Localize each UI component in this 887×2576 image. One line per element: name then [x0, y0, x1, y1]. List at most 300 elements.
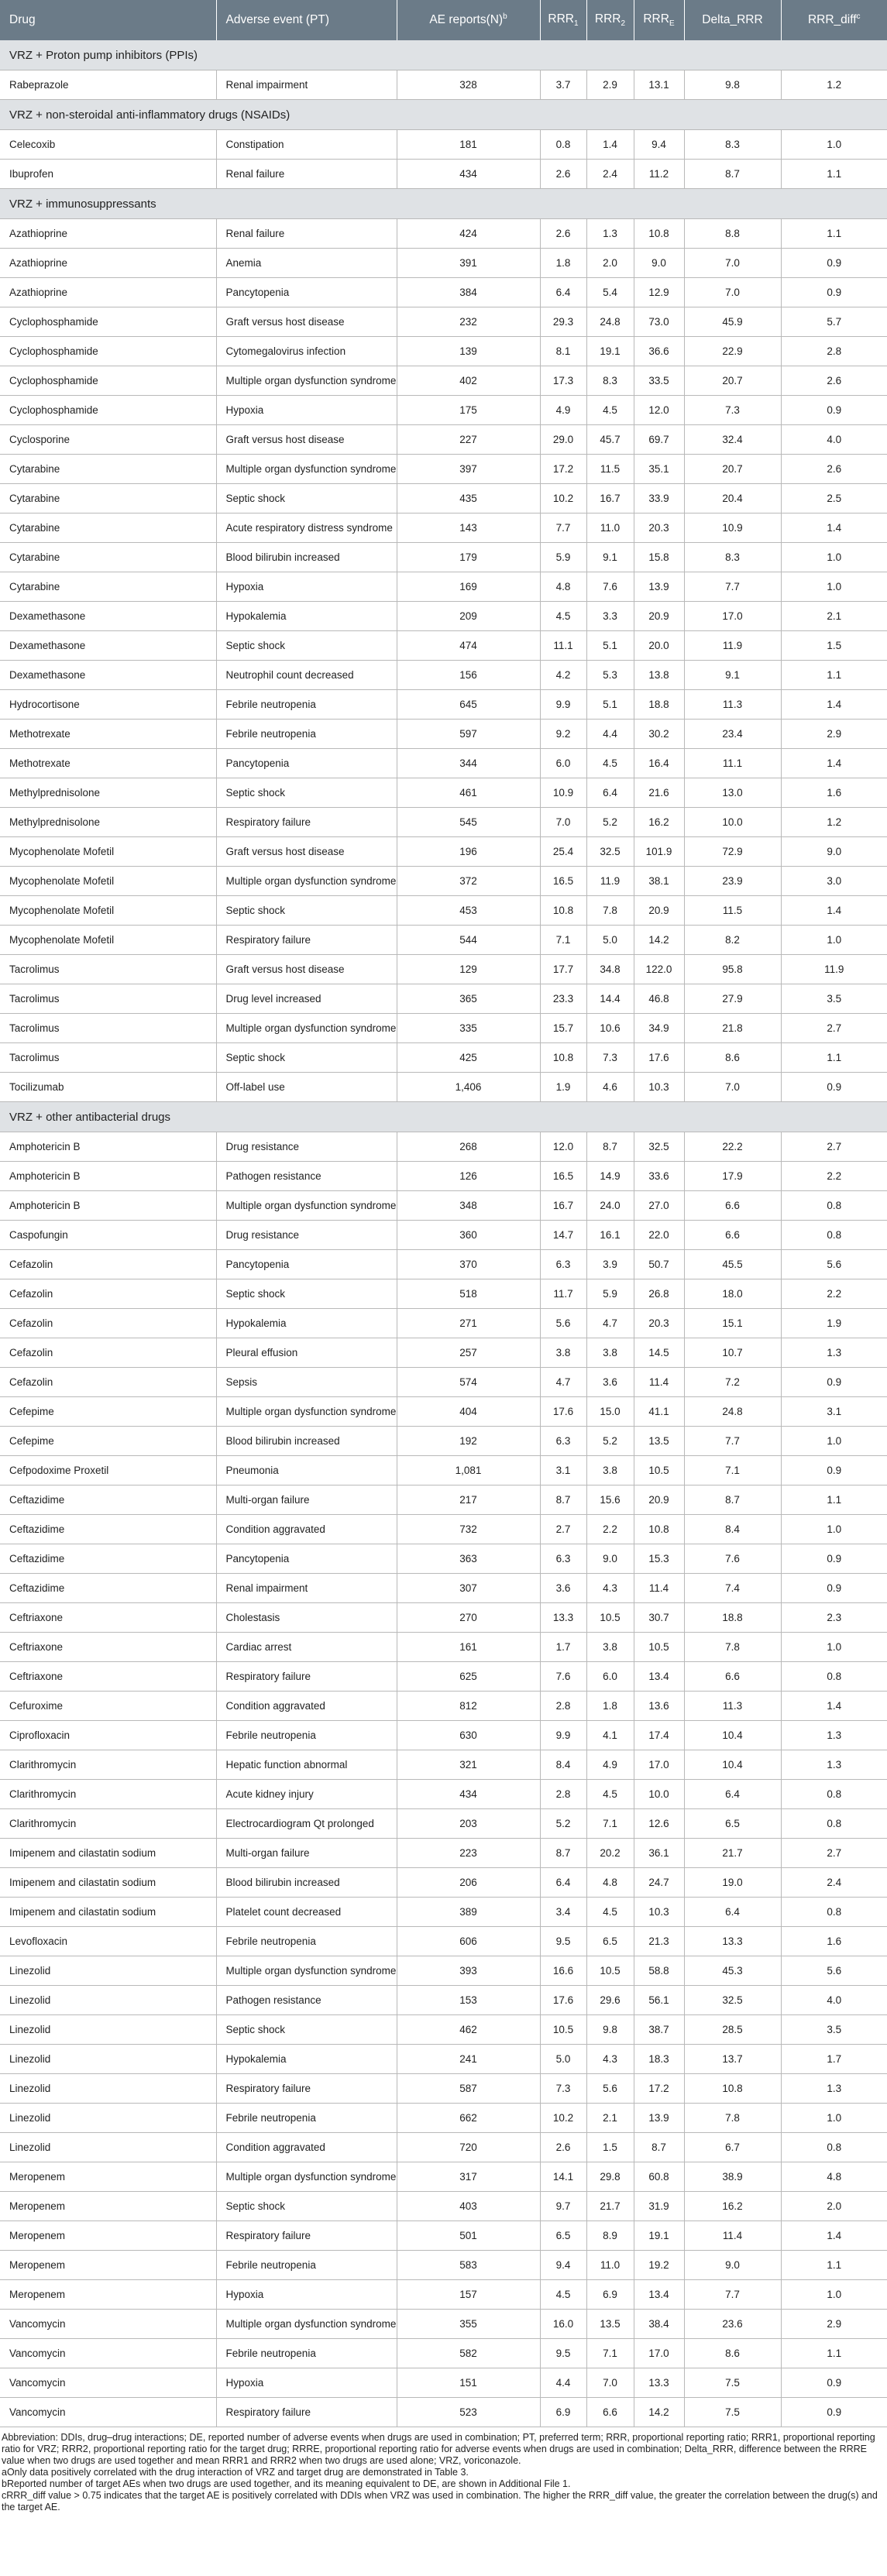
- cell-ae-reports: 453: [397, 896, 540, 926]
- cell-drug: Cefepime: [0, 1397, 216, 1427]
- cell-drug: Tacrolimus: [0, 955, 216, 984]
- cell-rrr1: 29.3: [540, 307, 586, 337]
- cell-adverse-event: Graft versus host disease: [216, 425, 397, 455]
- cell-delta-rrr: 10.4: [684, 1750, 781, 1780]
- table-row: [0, 837, 887, 867]
- cell-ae-reports: 402: [397, 366, 540, 396]
- cell-ae-reports: 317: [397, 2162, 540, 2192]
- cell-rrr2: 16.1: [586, 1221, 634, 1250]
- table-row: [0, 1898, 887, 1927]
- cell-rrr-diff: 1.4: [781, 896, 887, 926]
- cell-adverse-event: Blood bilirubin increased: [216, 543, 397, 572]
- cell-rrr-diff: 1.1: [781, 160, 887, 189]
- cell-rrr-diff: 1.0: [781, 1515, 887, 1544]
- cell-adverse-event: Acute respiratory distress syndrome: [216, 513, 397, 543]
- table-row: [0, 2221, 887, 2251]
- cell-rrre: 33.6: [634, 1162, 684, 1191]
- cell-delta-rrr: 8.2: [684, 926, 781, 955]
- cell-rrr2: 20.2: [586, 1839, 634, 1868]
- cell-drug: Cytarabine: [0, 484, 216, 513]
- cell-rrr2: 4.5: [586, 749, 634, 778]
- cell-ae-reports: 355: [397, 2310, 540, 2339]
- cell-rrr-diff: 2.7: [781, 1132, 887, 1162]
- cell-rrre: 31.9: [634, 2192, 684, 2221]
- cell-rrr-diff: 1.3: [781, 1721, 887, 1750]
- cell-rrr2: 6.0: [586, 1662, 634, 1692]
- cell-rrr2: 5.1: [586, 690, 634, 720]
- cell-rrr2: 1.3: [586, 219, 634, 249]
- cell-rrr2: 4.8: [586, 1868, 634, 1898]
- cell-rrre: 33.9: [634, 484, 684, 513]
- table-row: [0, 366, 887, 396]
- cell-drug: Cefazolin: [0, 1368, 216, 1397]
- cell-rrr2: 2.1: [586, 2104, 634, 2133]
- cell-adverse-event: Multiple organ dysfunction syndrome: [216, 867, 397, 896]
- cell-rrr-diff: 0.9: [781, 1368, 887, 1397]
- cell-adverse-event: Respiratory failure: [216, 2398, 397, 2427]
- cell-adverse-event: Septic shock: [216, 896, 397, 926]
- cell-rrre: 73.0: [634, 307, 684, 337]
- cell-rrr1: 2.7: [540, 1515, 586, 1544]
- cell-adverse-event: Multi-organ failure: [216, 1485, 397, 1515]
- cell-ae-reports: 227: [397, 425, 540, 455]
- cell-drug: Vancomycin: [0, 2339, 216, 2368]
- section-title: VRZ + immunosuppressants: [0, 189, 887, 219]
- cell-rrr2: 3.8: [586, 1633, 634, 1662]
- cell-rrre: 13.6: [634, 1692, 684, 1721]
- cell-rrr-diff: 3.5: [781, 2015, 887, 2045]
- cell-rrr-diff: 0.9: [781, 396, 887, 425]
- cell-delta-rrr: 18.0: [684, 1279, 781, 1309]
- cell-ae-reports: 662: [397, 2104, 540, 2133]
- cell-rrr2: 1.5: [586, 2133, 634, 2162]
- table-row: [0, 130, 887, 160]
- cell-rrr1: 3.1: [540, 1456, 586, 1485]
- cell-rrr1: 2.8: [540, 1780, 586, 1809]
- cell-delta-rrr: 8.7: [684, 1485, 781, 1515]
- cell-rrr1: 14.7: [540, 1221, 586, 1250]
- cell-rrr2: 14.9: [586, 1162, 634, 1191]
- cell-rrre: 20.9: [634, 602, 684, 631]
- cell-adverse-event: Respiratory failure: [216, 1662, 397, 1692]
- cell-rrr-diff: 0.9: [781, 2398, 887, 2427]
- cell-rrr1: 10.2: [540, 484, 586, 513]
- cell-rrr1: 7.3: [540, 2074, 586, 2104]
- cell-rrr2: 1.8: [586, 1692, 634, 1721]
- cell-rrre: 15.3: [634, 1544, 684, 1574]
- cell-drug: Meropenem: [0, 2162, 216, 2192]
- cell-rrr1: 4.4: [540, 2368, 586, 2398]
- cell-rrr-diff: 0.9: [781, 249, 887, 278]
- cell-adverse-event: Multiple organ dysfunction syndrome: [216, 1191, 397, 1221]
- cell-rrr-diff: 2.5: [781, 484, 887, 513]
- cell-drug: Methotrexate: [0, 749, 216, 778]
- cell-drug: Celecoxib: [0, 130, 216, 160]
- cell-rrr2: 16.7: [586, 484, 634, 513]
- cell-adverse-event: Febrile neutropenia: [216, 2104, 397, 2133]
- cell-rrr1: 12.0: [540, 1132, 586, 1162]
- cell-rrr2: 5.2: [586, 808, 634, 837]
- table-row: [0, 867, 887, 896]
- table-row: [0, 1927, 887, 1956]
- cell-rrr2: 7.1: [586, 2339, 634, 2368]
- cell-drug: Cyclophosphamide: [0, 366, 216, 396]
- cell-adverse-event: Multiple organ dysfunction syndrome: [216, 1014, 397, 1043]
- cell-drug: Cyclophosphamide: [0, 396, 216, 425]
- cell-adverse-event: Platelet count decreased: [216, 1898, 397, 1927]
- cell-rrre: 56.1: [634, 1986, 684, 2015]
- table-row: [0, 278, 887, 307]
- cell-rrr2: 9.1: [586, 543, 634, 572]
- cell-ae-reports: 156: [397, 661, 540, 690]
- cell-rrr1: 16.6: [540, 1956, 586, 1986]
- cell-ae-reports: 389: [397, 1898, 540, 1927]
- cell-rrre: 8.7: [634, 2133, 684, 2162]
- cell-delta-rrr: 7.0: [684, 249, 781, 278]
- cell-rrr-diff: 3.5: [781, 984, 887, 1014]
- cell-rrre: 13.8: [634, 661, 684, 690]
- cell-rrr1: 7.0: [540, 808, 586, 837]
- cell-delta-rrr: 32.5: [684, 1986, 781, 2015]
- cell-rrr2: 3.8: [586, 1456, 634, 1485]
- cell-delta-rrr: 23.4: [684, 720, 781, 749]
- cell-rrr-diff: 1.4: [781, 513, 887, 543]
- cell-rrr2: 2.9: [586, 70, 634, 100]
- cell-rrr1: 8.7: [540, 1485, 586, 1515]
- cell-rrr-diff: 2.7: [781, 1014, 887, 1043]
- cell-adverse-event: Febrile neutropenia: [216, 690, 397, 720]
- header-rrr2: $RRR_2$: [586, 0, 634, 40]
- cell-rrr-diff: 2.0: [781, 2192, 887, 2221]
- cell-adverse-event: Anemia: [216, 249, 397, 278]
- cell-delta-rrr: 6.6: [684, 1191, 781, 1221]
- footnote: Abbreviation: DDIs, drug–drug interactions; DE, reported number of adverse events when drugs are used in combination; PT, preferred term; RRR, proportional reporting ratio; RRR1, proportional reporting ratio for VRZ; RRR2, proportional reporting ratio for the target drug; RRRE, proportional reporting ratio for adverse events when drugs are used in combination; Delta_RRR, difference between the RRRE value when two drugs are used together and mean RRR1 and RRR2 when two drugs are used alone; VRZ, voriconazole.: [2, 2432, 875, 2466]
- table-row: [0, 808, 887, 837]
- cell-ae-reports: 217: [397, 1485, 540, 1515]
- cell-rrr1: 7.6: [540, 1662, 586, 1692]
- cell-drug: Ibuprofen: [0, 160, 216, 189]
- cell-rrr-diff: 1.0: [781, 572, 887, 602]
- cell-drug: Ceftazidime: [0, 1485, 216, 1515]
- cell-rrr-diff: 1.1: [781, 1043, 887, 1073]
- cell-drug: Vancomycin: [0, 2368, 216, 2398]
- cell-rrr1: 9.7: [540, 2192, 586, 2221]
- cell-rrr-diff: 1.6: [781, 778, 887, 808]
- cell-rrr1: 10.5: [540, 2015, 586, 2045]
- cell-ae-reports: 582: [397, 2339, 540, 2368]
- table-row: [0, 2398, 887, 2427]
- cell-ae-reports: 363: [397, 1544, 540, 1574]
- cell-drug: Meropenem: [0, 2251, 216, 2280]
- cell-delta-rrr: 23.6: [684, 2310, 781, 2339]
- cell-rrr2: 5.2: [586, 1427, 634, 1456]
- cell-rrr-diff: 0.8: [781, 1662, 887, 1692]
- cell-rrre: 16.4: [634, 749, 684, 778]
- cell-delta-rrr: 7.2: [684, 1368, 781, 1397]
- cell-delta-rrr: 17.0: [684, 602, 781, 631]
- cell-rrre: 19.1: [634, 2221, 684, 2251]
- cell-rrr1: 6.0: [540, 749, 586, 778]
- table-row: [0, 2280, 887, 2310]
- cell-rrre: 10.8: [634, 219, 684, 249]
- cell-rrr2: 1.4: [586, 130, 634, 160]
- cell-rrre: 17.0: [634, 1750, 684, 1780]
- cell-rrr-diff: 1.2: [781, 808, 887, 837]
- table-row: [0, 1397, 887, 1427]
- cell-drug: Ceftriaxone: [0, 1633, 216, 1662]
- cell-adverse-event: Hypoxia: [216, 572, 397, 602]
- table-row: [0, 661, 887, 690]
- cell-rrre: 20.3: [634, 513, 684, 543]
- table-row: [0, 955, 887, 984]
- cell-delta-rrr: 7.7: [684, 1427, 781, 1456]
- cell-rrr1: 14.1: [540, 2162, 586, 2192]
- cell-rrre: 10.5: [634, 1456, 684, 1485]
- cell-adverse-event: Drug resistance: [216, 1132, 397, 1162]
- cell-rrre: 10.5: [634, 1633, 684, 1662]
- table-row: [0, 720, 887, 749]
- cell-rrre: 58.8: [634, 1956, 684, 1986]
- cell-drug: Levofloxacin: [0, 1927, 216, 1956]
- cell-rrr-diff: 2.6: [781, 455, 887, 484]
- cell-rrr1: 2.6: [540, 219, 586, 249]
- cell-rrre: 13.5: [634, 1427, 684, 1456]
- cell-rrr-diff: 0.8: [781, 2133, 887, 2162]
- table-row: [0, 1986, 887, 2015]
- cell-rrr2: 4.9: [586, 1750, 634, 1780]
- table-row: [0, 2133, 887, 2162]
- cell-drug: Dexamethasone: [0, 631, 216, 661]
- cell-delta-rrr: 22.9: [684, 337, 781, 366]
- table-row: [0, 1603, 887, 1633]
- table-row: [0, 690, 887, 720]
- cell-adverse-event: Off-label use: [216, 1073, 397, 1102]
- cell-drug: Ceftazidime: [0, 1544, 216, 1574]
- cell-rrr2: 11.0: [586, 2251, 634, 2280]
- table-row: [0, 896, 887, 926]
- cell-drug: Cytarabine: [0, 513, 216, 543]
- cell-ae-reports: 425: [397, 1043, 540, 1073]
- cell-adverse-event: Febrile neutropenia: [216, 1927, 397, 1956]
- cell-rrr1: 15.7: [540, 1014, 586, 1043]
- cell-ae-reports: 307: [397, 1574, 540, 1603]
- cell-rrr-diff: 4.0: [781, 425, 887, 455]
- cell-drug: Imipenem and cilastatin sodium: [0, 1898, 216, 1927]
- cell-rrre: 20.3: [634, 1309, 684, 1338]
- cell-rrre: 13.3: [634, 2368, 684, 2398]
- cell-rrr2: 11.9: [586, 867, 634, 896]
- cell-ae-reports: 181: [397, 130, 540, 160]
- cell-rrr2: 4.3: [586, 1574, 634, 1603]
- cell-delta-rrr: 15.1: [684, 1309, 781, 1338]
- section-row: [0, 189, 887, 219]
- cell-ae-reports: 403: [397, 2192, 540, 2221]
- cell-delta-rrr: 10.8: [684, 2074, 781, 2104]
- cell-ae-reports: 587: [397, 2074, 540, 2104]
- table-row: [0, 219, 887, 249]
- table-row: [0, 307, 887, 337]
- section-title: VRZ + non-steroidal anti-inflammatory drugs (NSAIDs): [0, 100, 887, 130]
- cell-delta-rrr: 20.7: [684, 455, 781, 484]
- cell-delta-rrr: 7.3: [684, 396, 781, 425]
- header-rrr-diff: RRR_diff$^c$: [781, 0, 887, 40]
- cell-ae-reports: 630: [397, 1721, 540, 1750]
- cell-drug: Methylprednisolone: [0, 778, 216, 808]
- cell-delta-rrr: 11.4: [684, 2221, 781, 2251]
- cell-rrr1: 17.3: [540, 366, 586, 396]
- cell-rrre: 20.0: [634, 631, 684, 661]
- cell-rrr1: 6.5: [540, 2221, 586, 2251]
- cell-rrr2: 5.0: [586, 926, 634, 955]
- cell-rrr-diff: 0.9: [781, 1456, 887, 1485]
- cell-ae-reports: 1,081: [397, 1456, 540, 1485]
- cell-adverse-event: Pathogen resistance: [216, 1162, 397, 1191]
- cell-rrr-diff: 3.0: [781, 867, 887, 896]
- cell-rrr1: 3.4: [540, 1898, 586, 1927]
- cell-adverse-event: Septic shock: [216, 778, 397, 808]
- cell-rrr1: 29.0: [540, 425, 586, 455]
- cell-ae-reports: 206: [397, 1868, 540, 1898]
- cell-delta-rrr: 45.9: [684, 307, 781, 337]
- cell-rrre: 22.0: [634, 1221, 684, 1250]
- cell-drug: Cytarabine: [0, 572, 216, 602]
- cell-adverse-event: Hypoxia: [216, 2368, 397, 2398]
- cell-adverse-event: Multiple organ dysfunction syndrome: [216, 2162, 397, 2192]
- cell-rrr1: 4.9: [540, 396, 586, 425]
- table-row: [0, 2368, 887, 2398]
- cell-ae-reports: 143: [397, 513, 540, 543]
- cell-rrr-diff: 1.0: [781, 130, 887, 160]
- cell-adverse-event: Constipation: [216, 130, 397, 160]
- header-ae-reports: AE $reports(N)^b$: [397, 0, 540, 40]
- cell-rrr-diff: 1.4: [781, 2221, 887, 2251]
- cell-drug: Tocilizumab: [0, 1073, 216, 1102]
- cell-drug: Azathioprine: [0, 278, 216, 307]
- cell-rrr-diff: 4.8: [781, 2162, 887, 2192]
- cell-delta-rrr: 13.7: [684, 2045, 781, 2074]
- cell-rrre: 26.8: [634, 1279, 684, 1309]
- cell-rrr2: 10.5: [586, 1956, 634, 1986]
- cell-rrr-diff: 1.1: [781, 2251, 887, 2280]
- cell-rrr1: 16.5: [540, 867, 586, 896]
- cell-adverse-event: Multiple organ dysfunction syndrome: [216, 1956, 397, 1986]
- cell-rrr2: 11.0: [586, 513, 634, 543]
- cell-delta-rrr: 21.8: [684, 1014, 781, 1043]
- table-row: [0, 2339, 887, 2368]
- cell-rrr1: 4.8: [540, 572, 586, 602]
- cell-rrr2: 32.5: [586, 837, 634, 867]
- cell-drug: Meropenem: [0, 2221, 216, 2251]
- cell-rrr2: 15.0: [586, 1397, 634, 1427]
- cell-rrr1: 4.5: [540, 602, 586, 631]
- cell-rrr-diff: 3.1: [781, 1397, 887, 1427]
- cell-adverse-event: Condition aggravated: [216, 2133, 397, 2162]
- cell-rrr-diff: 1.0: [781, 926, 887, 955]
- cell-rrr-diff: 0.8: [781, 1191, 887, 1221]
- cell-drug: Amphotericin B: [0, 1132, 216, 1162]
- cell-rrr1: 9.4: [540, 2251, 586, 2280]
- cell-drug: Imipenem and cilastatin sodium: [0, 1839, 216, 1868]
- cell-delta-rrr: 20.7: [684, 366, 781, 396]
- table-row: [0, 1868, 887, 1898]
- cell-delta-rrr: 6.4: [684, 1898, 781, 1927]
- cell-adverse-event: Renal impairment: [216, 1574, 397, 1603]
- cell-ae-reports: 268: [397, 1132, 540, 1162]
- cell-rrr1: 5.9: [540, 543, 586, 572]
- cell-rrr-diff: 0.8: [781, 1809, 887, 1839]
- table-row: [0, 749, 887, 778]
- table-row: [0, 396, 887, 425]
- cell-rrre: 9.0: [634, 249, 684, 278]
- cell-ae-reports: 126: [397, 1162, 540, 1191]
- cell-ae-reports: 461: [397, 778, 540, 808]
- cell-rrr-diff: 1.0: [781, 2280, 887, 2310]
- cell-delta-rrr: 7.7: [684, 572, 781, 602]
- table-row: [0, 1515, 887, 1544]
- cell-adverse-event: Pneumonia: [216, 1456, 397, 1485]
- cell-rrr2: 29.8: [586, 2162, 634, 2192]
- cell-rrr1: 17.6: [540, 1986, 586, 2015]
- cell-drug: Linezolid: [0, 2045, 216, 2074]
- cell-rrr1: 6.3: [540, 1250, 586, 1279]
- cell-adverse-event: Hypokalemia: [216, 602, 397, 631]
- cell-adverse-event: Multiple organ dysfunction syndrome: [216, 2310, 397, 2339]
- cell-rrre: 20.9: [634, 896, 684, 926]
- cell-ae-reports: 370: [397, 1250, 540, 1279]
- table-row: [0, 1692, 887, 1721]
- cell-rrr2: 5.6: [586, 2074, 634, 2104]
- cell-ae-reports: 335: [397, 1014, 540, 1043]
- cell-ae-reports: 270: [397, 1603, 540, 1633]
- cell-adverse-event: Graft versus host disease: [216, 837, 397, 867]
- cell-drug: Imipenem and cilastatin sodium: [0, 1868, 216, 1898]
- cell-delta-rrr: 6.5: [684, 1809, 781, 1839]
- cell-rrr1: 3.7: [540, 70, 586, 100]
- cell-ae-reports: 544: [397, 926, 540, 955]
- cell-drug: Ciprofloxacin: [0, 1721, 216, 1750]
- cell-rrr-diff: 4.0: [781, 1986, 887, 2015]
- cell-rrr1: 1.8: [540, 249, 586, 278]
- table-row: [0, 1485, 887, 1515]
- cell-adverse-event: Septic shock: [216, 1279, 397, 1309]
- cell-rrr-diff: 1.4: [781, 749, 887, 778]
- cell-rrr2: 34.8: [586, 955, 634, 984]
- table-row: [0, 1662, 887, 1692]
- cell-drug: Linezolid: [0, 2133, 216, 2162]
- cell-drug: Cyclosporine: [0, 425, 216, 455]
- cell-drug: Vancomycin: [0, 2310, 216, 2339]
- cell-rrr2: 9.8: [586, 2015, 634, 2045]
- cell-rrre: 11.4: [634, 1368, 684, 1397]
- cell-adverse-event: Graft versus host disease: [216, 955, 397, 984]
- cell-rrr2: 9.0: [586, 1544, 634, 1574]
- cell-drug: Ceftazidime: [0, 1574, 216, 1603]
- cell-drug: Ceftriaxone: [0, 1662, 216, 1692]
- cell-rrr2: 4.1: [586, 1721, 634, 1750]
- cell-rrr-diff: 2.6: [781, 366, 887, 396]
- cell-rrr2: 4.4: [586, 720, 634, 749]
- table-row: [0, 160, 887, 189]
- cell-ae-reports: 501: [397, 2221, 540, 2251]
- cell-rrr-diff: 1.1: [781, 219, 887, 249]
- cell-rrr1: 4.2: [540, 661, 586, 690]
- cell-rrr2: 3.3: [586, 602, 634, 631]
- cell-delta-rrr: 8.8: [684, 219, 781, 249]
- cell-ae-reports: 257: [397, 1338, 540, 1368]
- cell-ae-reports: 732: [397, 1515, 540, 1544]
- cell-rrre: 122.0: [634, 955, 684, 984]
- cell-rrr1: 8.4: [540, 1750, 586, 1780]
